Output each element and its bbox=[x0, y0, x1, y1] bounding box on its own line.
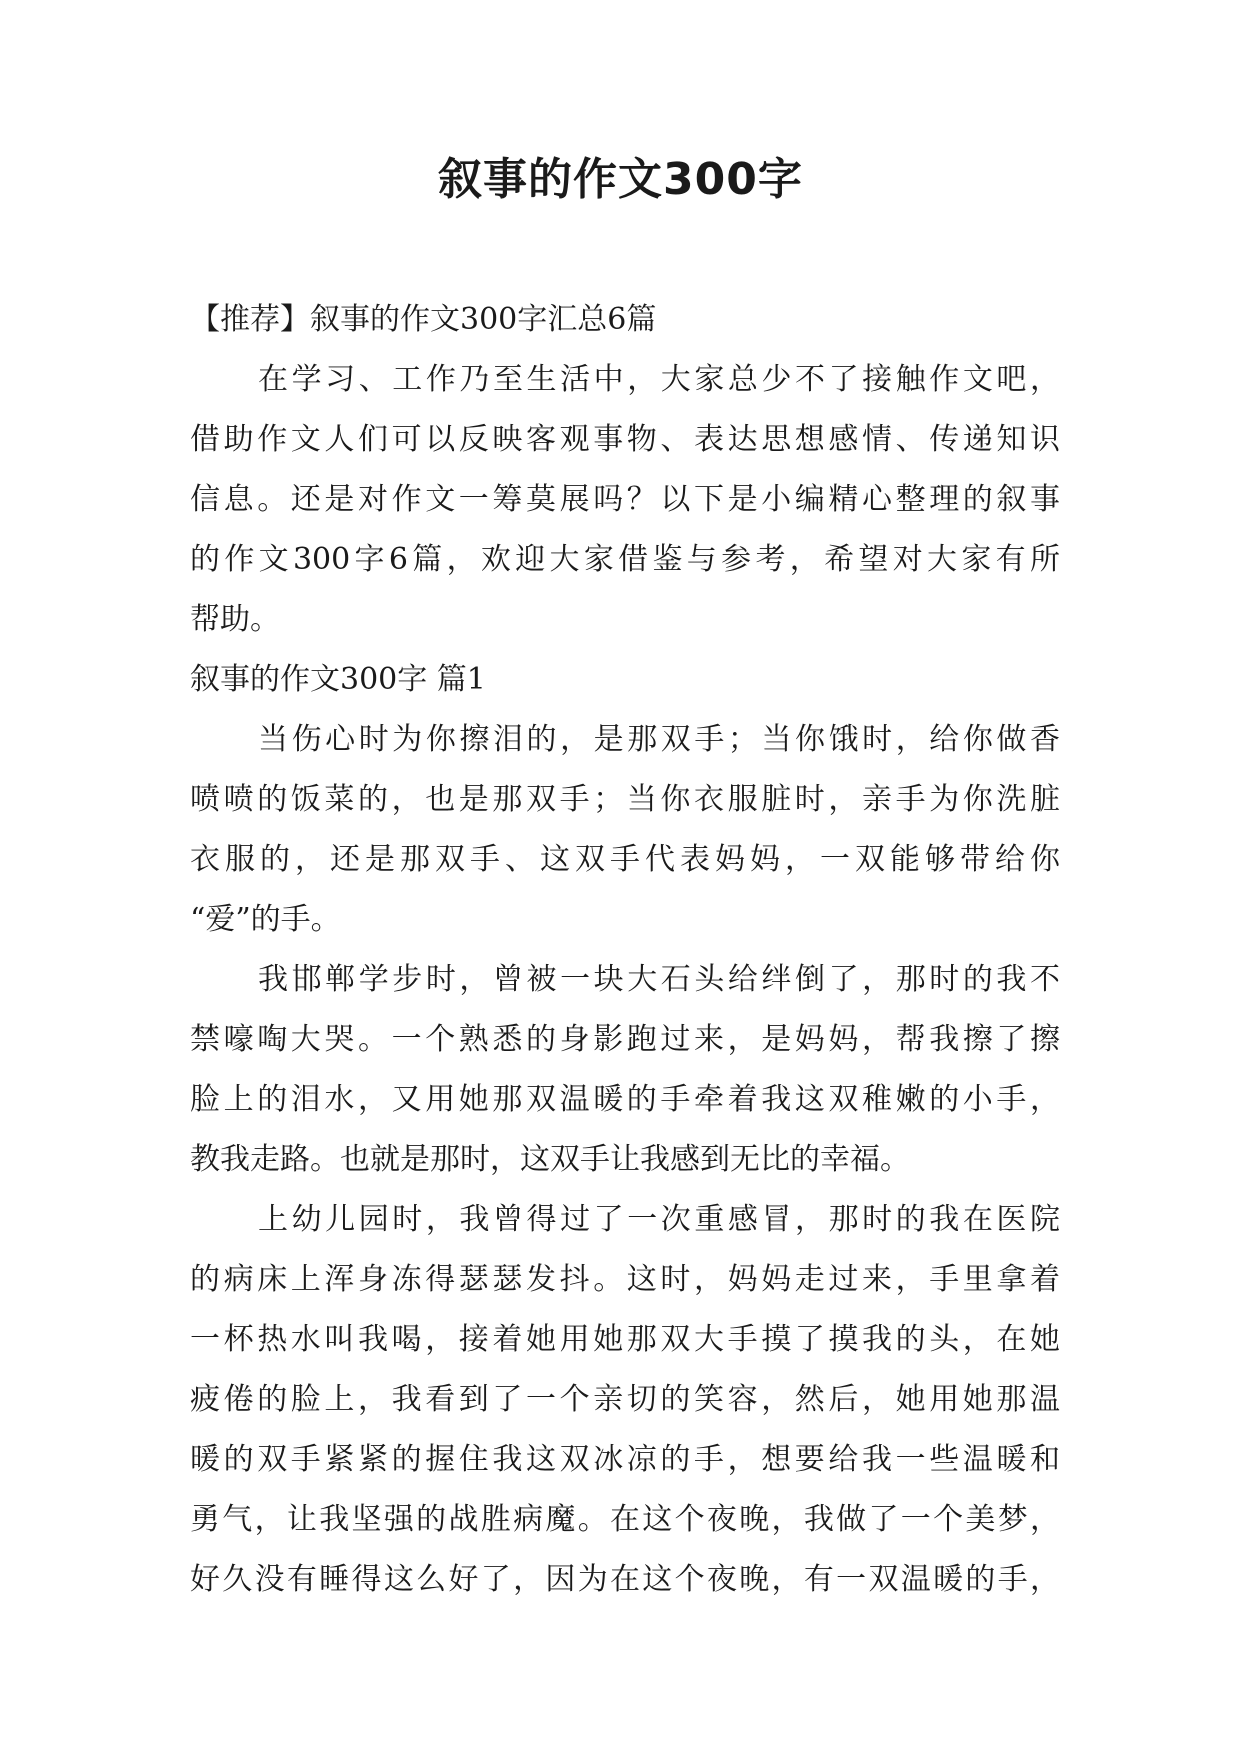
text-line: 喷喷的饭菜的，也是那双手；当你衣服脏时，亲手为你洗脏 bbox=[190, 782, 1060, 817]
text-line: 脸上的泪水，又用她那双温暖的手牵着我这双稚嫩的小手， bbox=[190, 1082, 1060, 1117]
text-line: 在学习、工作乃至生活中，大家总少不了接触作文吧， bbox=[258, 362, 1060, 397]
text-line: 一杯热水叫我喝，接着她用她那双大手摸了摸我的头，在她 bbox=[190, 1322, 1060, 1357]
paragraph bbox=[190, 350, 1060, 650]
text-line: 的作文300字6篇，欢迎大家借鉴与参考，希望对大家有所 bbox=[190, 542, 1060, 577]
section-heading bbox=[190, 650, 1060, 710]
paragraph bbox=[190, 950, 1060, 1190]
text-line: 勇气，让我坚强的战胜病魔。在这个夜晚，我做了一个美梦， bbox=[190, 1502, 1060, 1537]
text-line: 信息。还是对作文一筹莫展吗？以下是小编精心整理的叙事 bbox=[190, 482, 1060, 517]
text-line: 禁嚎啕大哭。一个熟悉的身影跑过来，是妈妈，帮我擦了擦 bbox=[190, 1022, 1060, 1057]
document-title: 叙事的作文300字 bbox=[438, 154, 803, 205]
paragraph bbox=[190, 1190, 1060, 1610]
text-line: 暖的双手紧紧的握住我这双冰凉的手，想要给我一些温暖和 bbox=[190, 1442, 1060, 1477]
text-line: “爱”的手。 bbox=[190, 902, 341, 937]
text-line: 好久没有睡得这么好了，因为在这个夜晚，有一双温暖的手， bbox=[190, 1562, 1060, 1597]
text-line: 帮助。 bbox=[190, 602, 280, 637]
text-line: 借助作文人们可以反映客观事物、表达思想感情、传递知识 bbox=[190, 422, 1060, 457]
text-line: 衣服的，还是那双手、这双手代表妈妈，一双能够带给你 bbox=[190, 842, 1060, 877]
text-line: 上幼儿园时，我曾得过了一次重感冒，那时的我在医院 bbox=[258, 1202, 1060, 1237]
section-heading bbox=[190, 290, 1060, 350]
text-line: 当伤心时为你擦泪的，是那双手；当你饿时，给你做香 bbox=[258, 722, 1060, 757]
paragraph bbox=[190, 710, 1060, 950]
text-line: 疲倦的脸上，我看到了一个亲切的笑容，然后，她用她那温 bbox=[190, 1382, 1060, 1417]
text-line: 叙事的作文300字 篇1 bbox=[190, 662, 486, 697]
document-body bbox=[190, 290, 1060, 1610]
text-line: 的病床上浑身冻得瑟瑟发抖。这时，妈妈走过来，手里拿着 bbox=[190, 1262, 1060, 1297]
text-line: 教我走路。也就是那时，这双手让我感到无比的幸福。 bbox=[190, 1142, 910, 1177]
text-line: 我邯郸学步时，曾被一块大石头给绊倒了，那时的我不 bbox=[258, 962, 1060, 997]
text-line: 【推荐】叙事的作文300字汇总6篇 bbox=[190, 302, 657, 337]
